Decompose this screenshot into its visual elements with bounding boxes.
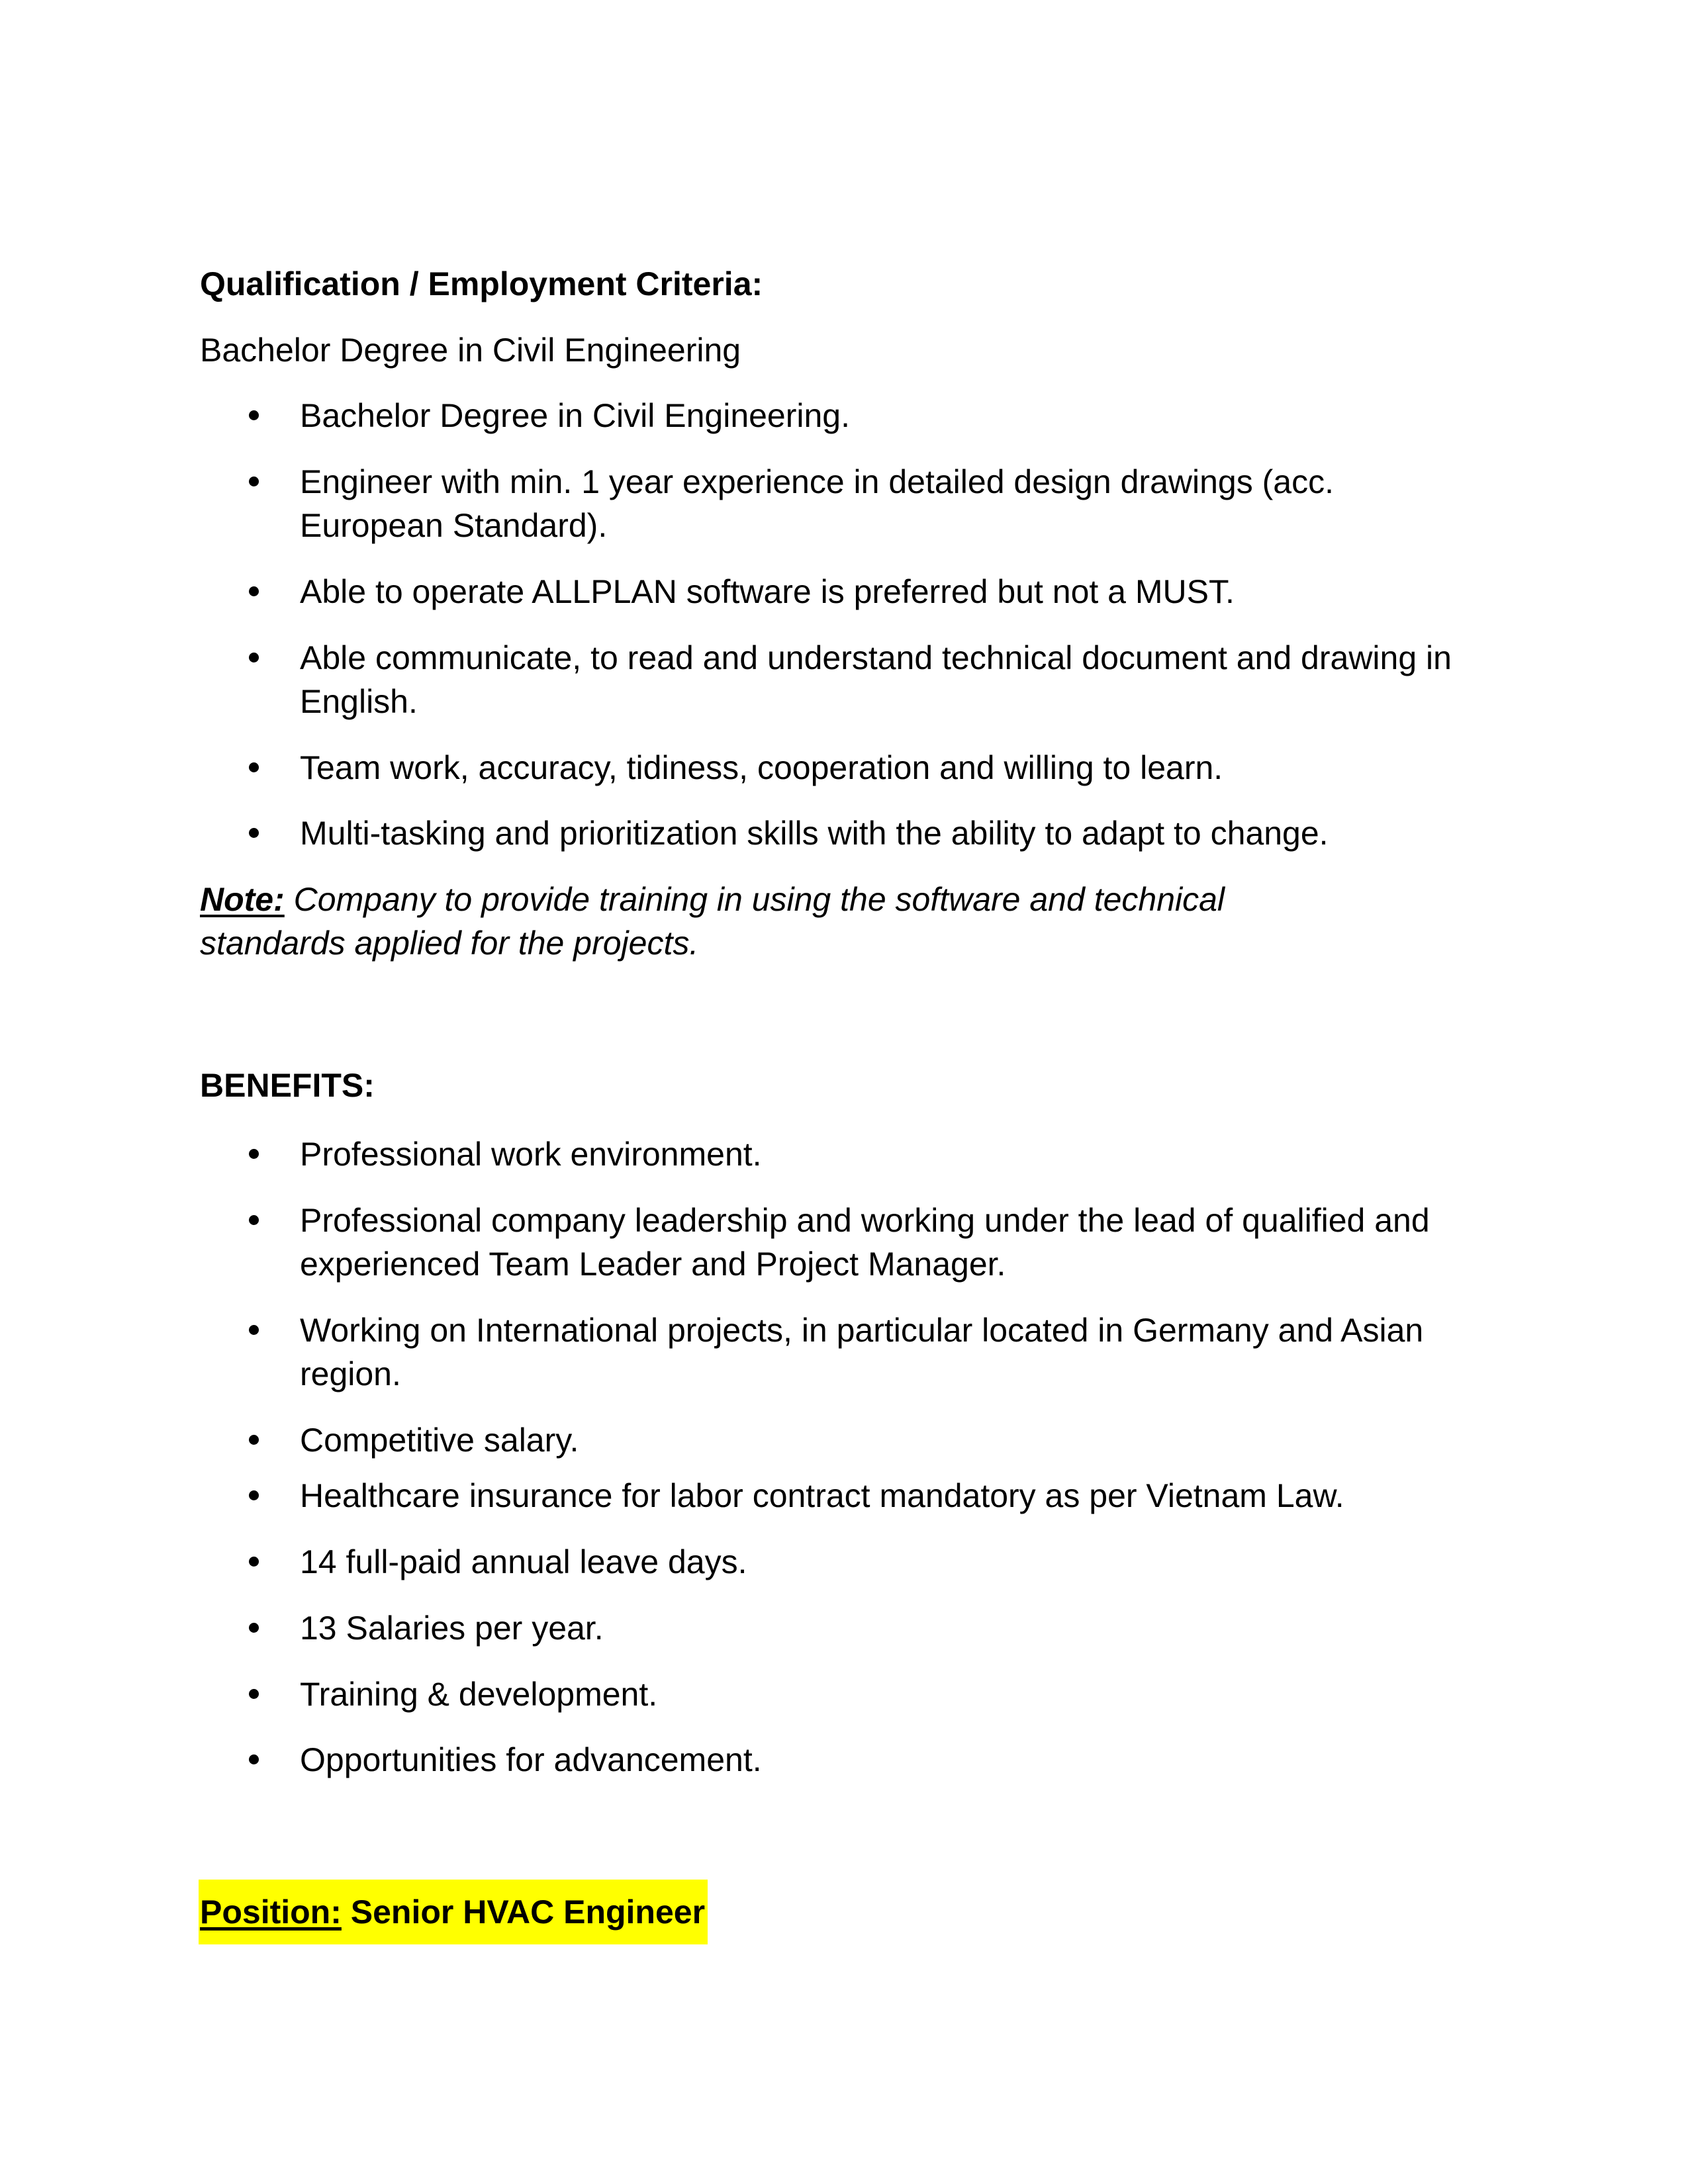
list-item-text: Working on International projects, in particular located in Germany and Asian region. [300,1312,1424,1392]
note-label: Note: [200,881,285,918]
position-label: Position: [200,1893,342,1931]
benefits-heading: BENEFITS: [200,1067,375,1104]
list-item-text: 13 Salaries per year. [300,1610,604,1647]
list-item-text: Engineer with min. 1 year experience in detailed design drawings (acc. European Standard). [300,463,1334,544]
bullet-icon [249,1689,259,1699]
note-paragraph [200,878,1378,965]
position-title: Senior HVAC Engineer [341,1893,706,1931]
bullet-icon [249,410,259,420]
qualification-intro: Bachelor Degree in Civil Engineering [200,332,741,369]
list-item-text: 14 full-paid annual leave days. [300,1543,747,1580]
bullet-icon [249,1754,259,1764]
bullet-icon [249,1215,259,1225]
list-item-text: Professional work environment. [300,1136,762,1173]
list-item-text: Competitive salary. [300,1422,579,1459]
bullet-icon [249,477,259,486]
list-item-text: Training & development. [300,1676,658,1713]
list-item-text: Able to operate ALLPLAN software is preferred but not a MUST. [300,573,1235,610]
position-heading [199,1880,708,1944]
bullet-icon [249,1623,259,1633]
bullet-icon [249,586,259,596]
qualification-heading: Qualification / Employment Criteria: [200,265,763,302]
bullet-icon [249,1149,259,1159]
list-item-text: Healthcare insurance for labor contract mandatory as per Vietnam Law. [300,1477,1344,1514]
bullet-icon [249,762,259,772]
list-item-text: Multi-tasking and prioritization skills with the ability to adapt to change. [300,815,1329,852]
list-item-text: Bachelor Degree in Civil Engineering. [300,397,851,434]
list-item-text: Opportunities for advancement. [300,1741,762,1778]
bullet-icon [249,828,259,838]
bullet-icon [249,653,259,662]
bullet-icon [249,1557,259,1567]
list-item-text: Team work, accuracy, tidiness, cooperation and willing to learn. [300,749,1223,786]
bullet-icon [249,1490,259,1500]
bullet-icon [249,1435,259,1445]
bullet-icon [249,1325,259,1335]
note-text: Company to provide training in using the software and technical standards applied for the projects. [200,881,1225,962]
list-item-text: Professional company leadership and working under the lead of qualified and experienced Team Leader and Project Manager. [300,1202,1430,1283]
list-item-text: Able communicate, to read and understand technical document and drawing in English. [300,639,1452,720]
